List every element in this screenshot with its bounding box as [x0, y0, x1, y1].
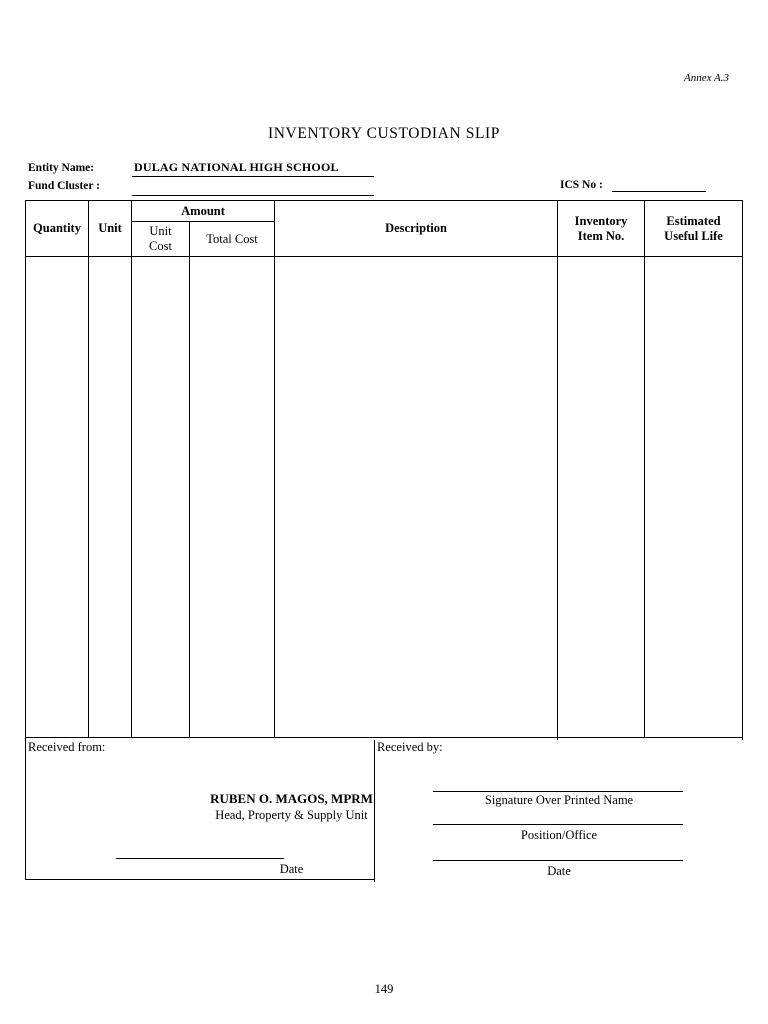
cell-unit-cost[interactable]	[132, 257, 190, 738]
header-unit-cost	[132, 222, 190, 257]
annex-label: Annex A.3	[684, 72, 730, 84]
form-title: INVENTORY CUSTODIAN SLIP	[268, 125, 500, 142]
header-unit-cost-line1: Unit	[149, 224, 172, 238]
received-by-date-line[interactable]	[433, 860, 683, 861]
position-line[interactable]	[433, 824, 683, 825]
received-from-position: Head, Property & Supply Unit	[215, 808, 368, 822]
cell-quantity[interactable]	[26, 257, 89, 738]
fund-cluster-field[interactable]	[132, 178, 374, 196]
fund-cluster-label: Fund Cluster :	[28, 180, 100, 192]
received-from-date-line[interactable]	[116, 858, 284, 859]
signature-line[interactable]	[433, 791, 683, 792]
header-inventory-item-no	[558, 201, 645, 257]
received-from-date-label: Date	[279, 862, 304, 876]
page-number: 149	[374, 982, 394, 996]
cell-estimated-useful-life[interactable]	[645, 257, 743, 738]
position-label: Position/Office	[520, 828, 598, 842]
header-inventory-line2: Item No.	[577, 228, 625, 243]
entity-name-field[interactable]: DULAG NATIONAL HIGH SCHOOL	[132, 160, 374, 177]
header-unit: Unit	[89, 201, 132, 257]
ics-no-field[interactable]	[612, 177, 706, 192]
ics-no-label: ICS No :	[560, 179, 603, 191]
cell-inventory-item-no[interactable]	[558, 257, 645, 738]
entity-name-label: Entity Name:	[28, 162, 95, 174]
cell-description[interactable]	[275, 257, 558, 738]
cell-unit[interactable]	[89, 257, 132, 738]
header-useful-line1: Estimated	[666, 213, 721, 228]
header-total-cost: Total Cost	[190, 222, 275, 257]
header-unit-cost-line2: Cost	[149, 239, 172, 253]
received-by-date-label: Date	[547, 864, 571, 878]
cell-total-cost[interactable]	[190, 257, 275, 738]
received-by-label: Received by:	[377, 740, 443, 754]
received-by-box	[374, 740, 743, 882]
received-from-name: RUBEN O. MAGOS, MPRM	[210, 791, 373, 806]
received-from-label: Received from:	[28, 740, 106, 754]
header-amount: Amount	[132, 201, 275, 222]
header-useful-line2: Useful Life	[664, 228, 723, 243]
header-description: Description	[275, 201, 558, 257]
header-estimated-useful-life	[645, 201, 743, 257]
header-quantity: Quantity	[26, 201, 89, 257]
signature-label: Signature Over Printed Name	[484, 793, 634, 807]
header-inventory-line1: Inventory	[574, 213, 628, 228]
